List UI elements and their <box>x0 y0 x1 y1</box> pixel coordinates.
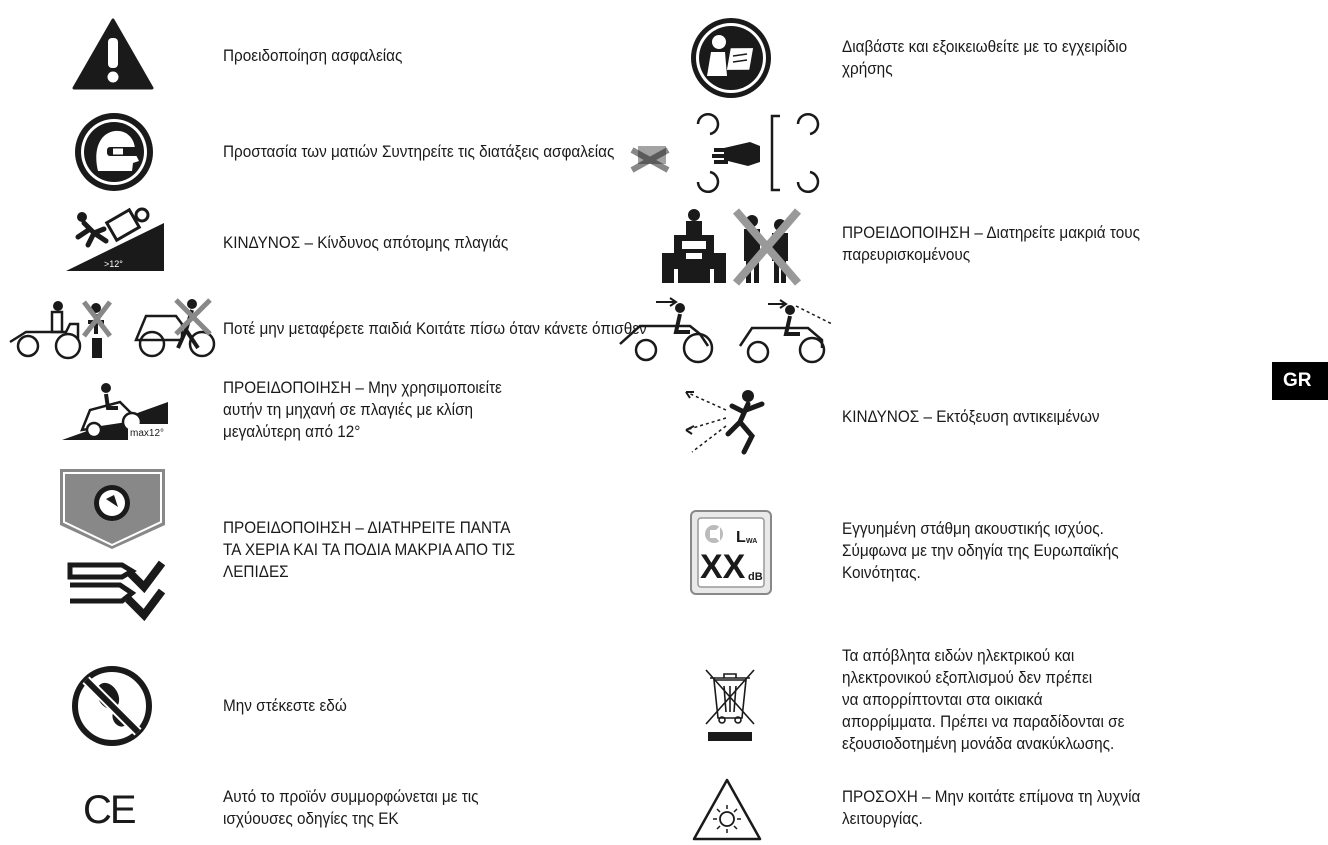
lamp-hazard-icon <box>691 777 763 843</box>
text-line: Διαβάστε και εξοικειωθείτε με το εγχειρίδιο <box>842 37 1128 56</box>
warning-triangle-icon <box>72 18 154 90</box>
lwa-sub-label: WA <box>746 538 758 545</box>
sound-power-level-icon <box>690 510 772 595</box>
text-line: Μην στέκεστε εδώ <box>223 696 347 715</box>
steep-slope-danger-icon <box>60 205 170 275</box>
text-line: Εγγυημένη στάθμη ακουστικής ισχύος. <box>842 519 1104 538</box>
no-children-text <box>223 318 647 340</box>
text-line: ΛΕΠΙΔΕΣ <box>223 562 289 581</box>
text-line: ισχύουσες οδηγίες της ΕΚ <box>223 809 399 828</box>
lamp-hazard-text <box>842 786 1140 830</box>
text-line: απορρίμματα. Πρέπει να παραδίδονται σε <box>842 712 1125 731</box>
steep-slope-text <box>223 232 508 254</box>
text-line: ηλεκτρονικού εξοπλισμού δεν πρέπει <box>842 668 1093 687</box>
text-line: παρευρισκομένους <box>842 245 971 264</box>
thrown-objects-icon <box>682 382 782 457</box>
text-line: λειτουργίας. <box>842 809 923 828</box>
controls-hand-icon <box>628 110 838 195</box>
weee-text <box>842 645 1124 755</box>
text-line: ΚΙΝΔΥΝΟΣ – Εκτόξευση αντικειμένων <box>842 407 1100 426</box>
text-line: να απορρίπτονται στα οικιακά <box>842 690 1043 709</box>
text-line: Προειδοποίηση ασφαλείας <box>223 46 403 65</box>
text-line: Σύμφωνα με την οδηγία της Ευρωπαϊκής <box>842 541 1119 560</box>
max-slope-label: max12° <box>130 428 165 439</box>
weee-bin-icon <box>700 666 760 746</box>
text-line: Αυτό το προϊόν συμμορφώνεται με τις <box>223 787 479 806</box>
keep-bystanders-away-icon <box>660 205 810 287</box>
text-line: ΠΡΟΕΙΔΟΠΟΙΗΣΗ – Διατηρείτε μακριά τους <box>842 223 1140 242</box>
text-line: ΠΡΟΕΙΔΟΠΟΙΗΣΗ – ΔΙΑΤΗΡΕΙΤΕ ΠΑΝΤΑ <box>223 518 511 537</box>
text-line: ΚΙΝΔΥΝΟΣ – Κίνδυνος απότομης πλαγιάς <box>223 233 509 252</box>
no-step-icon <box>72 666 152 746</box>
read-manual-icon <box>689 16 774 101</box>
safety-warning-text <box>223 45 402 67</box>
text-line: Ποτέ μην μεταφέρετε παιδιά Κοιτάτε πίσω όταν κάνετε όπισθεν <box>223 319 647 338</box>
ce-text <box>223 786 479 830</box>
thrown-objects-text <box>842 406 1100 428</box>
slope-label: >12° <box>104 259 123 269</box>
text-line: μεγαλύτερη από 12° <box>223 422 361 441</box>
text-line: ΠΡΟΕΙΔΟΠΟΙΗΣΗ – Μην χρησιμοποιείτε <box>223 378 502 397</box>
text-line: Τα απόβλητα ειδών ηλεκτρικού και <box>842 646 1075 665</box>
text-line: ΤΑ ΧΕΡΙΑ ΚΑΙ ΤΑ ΠΟΔΙΑ ΜΑΚΡΙΑ ΑΠΟ ΤΙΣ <box>223 540 516 559</box>
max-slope-icon <box>60 378 170 443</box>
text-line: χρήσης <box>842 59 893 78</box>
max-slope-text <box>223 377 502 443</box>
eye-protection-text <box>223 141 614 163</box>
no-children-passengers-icon <box>6 294 221 364</box>
text-line: ΠΡΟΣΟΧΗ – Μην κοιτάτε επίμονα τη λυχνία <box>842 787 1141 806</box>
no-step-text <box>223 695 347 717</box>
eye-protection-icon <box>73 111 155 193</box>
text-line: εξουσιοδοτημένη μονάδα ανακύκλωσης. <box>842 734 1115 753</box>
sound-power-text <box>842 518 1119 584</box>
text-line: Προστασία των ματιών Συντηρείτε τις διατάξεις ασφαλείας <box>223 142 615 161</box>
lwa-label: L <box>736 529 746 546</box>
language-badge: GR <box>1272 362 1328 400</box>
keep-bystanders-text <box>842 222 1140 266</box>
xx-label: XX <box>700 548 746 586</box>
text-line: αυτήν τη μηχανή σε πλαγιές με κλίση <box>223 400 474 419</box>
keep-hands-feet-away-icon <box>60 467 170 622</box>
ce-mark-icon: CE <box>83 788 135 832</box>
text-line: Κοινότητας. <box>842 563 921 582</box>
db-label: dB <box>748 571 763 583</box>
keep-hands-feet-text <box>223 517 515 583</box>
read-manual-text <box>842 36 1127 80</box>
